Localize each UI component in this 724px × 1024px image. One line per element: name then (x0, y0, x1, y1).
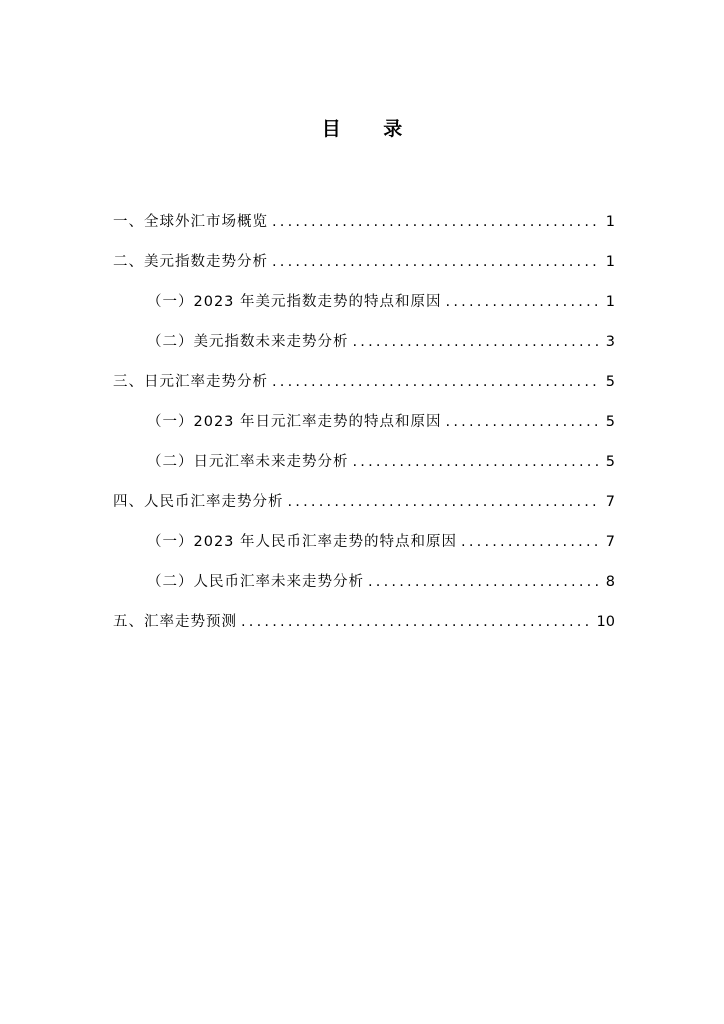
toc-subentry[interactable] (113, 530, 615, 570)
toc-entry-label: 二、美元指数走势分析 (113, 254, 268, 270)
toc-dot-leader (446, 412, 600, 432)
toc-page-number: 5 (605, 454, 615, 470)
toc-subentry[interactable] (113, 290, 615, 330)
toc-page-number: 10 (596, 614, 615, 630)
toc-entry-label: 三、日元汇率走势分析 (113, 374, 268, 390)
toc-entry-label: （一）2023 年人民币汇率走势的特点和原因 (147, 534, 458, 550)
toc-entry-label: （一）2023 年美元指数走势的特点和原因 (147, 294, 442, 310)
toc-dot-leader (272, 212, 600, 232)
toc-dot-leader (368, 572, 600, 592)
toc-dot-leader (461, 532, 600, 552)
toc-entry-label: 一、全球外汇市场概览 (113, 214, 268, 230)
toc-dot-leader (272, 252, 600, 272)
toc-page-number: 3 (605, 334, 615, 350)
toc-dot-leader (288, 492, 600, 512)
toc-subentry[interactable] (113, 450, 615, 490)
toc-entry-label: （一）2023 年日元汇率走势的特点和原因 (147, 414, 442, 430)
toc-page-number: 5 (605, 374, 615, 390)
toc-subentry[interactable] (113, 330, 615, 370)
toc-subentry[interactable] (113, 570, 615, 610)
toc-page-number: 1 (605, 254, 615, 270)
page-title: 目 录 (321, 118, 421, 140)
toc-entry-label: （二）美元指数未来走势分析 (147, 334, 349, 350)
toc-page-number: 1 (605, 214, 615, 230)
toc-dot-leader (272, 372, 600, 392)
toc-entry-label: 四、人民币汇率走势分析 (113, 494, 284, 510)
toc-entry-label: 五、汇率走势预测 (113, 614, 237, 630)
toc-page-number: 7 (605, 534, 615, 550)
toc-subentry[interactable] (113, 410, 615, 450)
toc-entry[interactable] (113, 370, 615, 410)
toc-entry[interactable] (113, 610, 615, 650)
toc-dot-leader (353, 332, 600, 352)
toc-dot-leader (353, 452, 600, 472)
toc-page-number: 5 (605, 414, 615, 430)
toc-entry[interactable] (113, 210, 615, 250)
toc-page-number: 8 (605, 574, 615, 590)
toc-entry[interactable] (113, 250, 615, 290)
toc-page-number: 1 (605, 294, 615, 310)
toc-dot-leader (446, 292, 600, 312)
toc-dot-leader (241, 612, 591, 632)
toc-entry-label: （二）日元汇率未来走势分析 (147, 454, 349, 470)
toc-page-number: 7 (605, 494, 615, 510)
table-of-contents (113, 210, 615, 650)
toc-entry[interactable] (113, 490, 615, 530)
toc-entry-label: （二）人民币汇率未来走势分析 (147, 574, 364, 590)
